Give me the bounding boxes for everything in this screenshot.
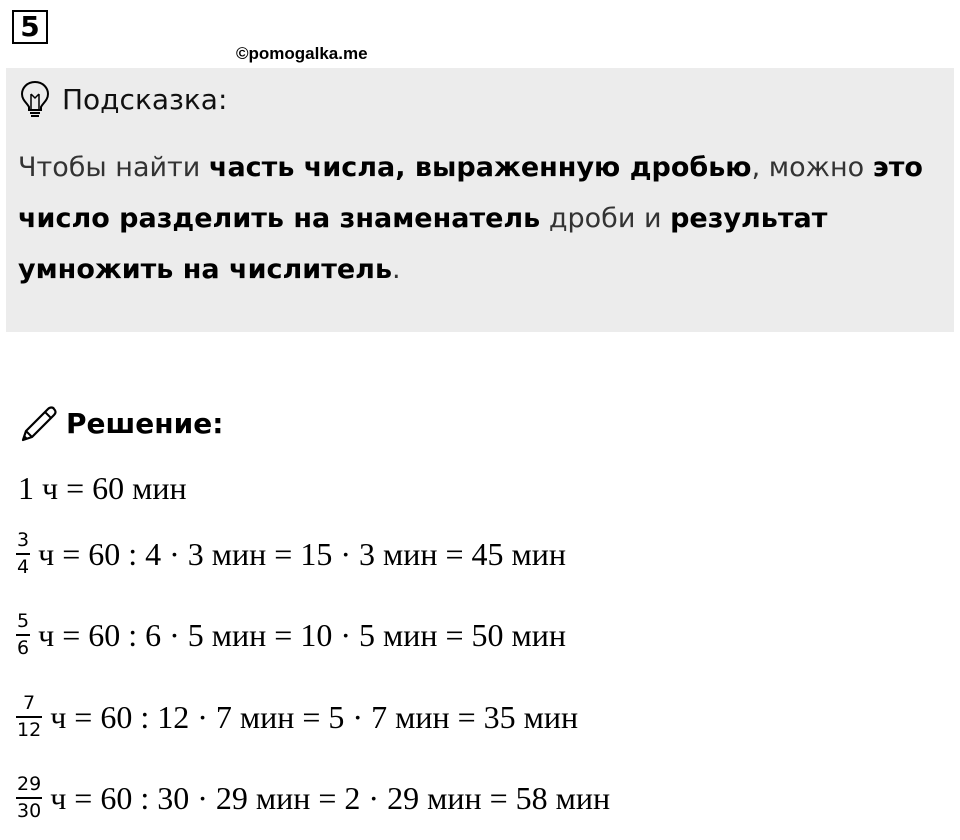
pencil-icon — [18, 400, 60, 446]
solution-line-1 — [16, 531, 566, 577]
fraction-numerator: 5 — [17, 610, 30, 632]
fraction — [16, 612, 30, 658]
solution-line-4 — [16, 775, 610, 821]
solution-expression: ч = 60 : 12 · 7 мин = 5 · 7 мин = 35 мин — [50, 698, 579, 735]
solution-line-3 — [16, 694, 578, 740]
fraction-denominator: 4 — [16, 553, 30, 577]
lightbulb-icon — [20, 80, 50, 118]
fraction-numerator: 7 — [23, 692, 36, 714]
solution-expression: ч = 60 : 30 · 29 мин = 2 · 29 мин = 58 мин — [50, 779, 611, 816]
fraction — [16, 775, 42, 821]
fraction-denominator: 30 — [16, 797, 42, 821]
hint-title: Подсказка: — [62, 82, 228, 116]
solution-expression: ч = 60 : 6 · 5 мин = 10 · 5 мин = 50 мин — [38, 616, 567, 653]
hint-text: Чтобы найти часть числа, выраженную дробью, можно это число разделить на знаменатель дроби и результат умножить на числитель. — [18, 152, 923, 285]
solution-line-2 — [16, 612, 566, 658]
fraction-denominator: 6 — [16, 634, 30, 658]
hint-box — [6, 68, 954, 332]
solution-expression: ч = 60 : 4 · 3 мин = 15 · 3 мин = 45 мин — [38, 535, 567, 572]
task-number: 5 — [12, 10, 48, 44]
solution-header — [18, 400, 223, 446]
fraction-denominator: 12 — [16, 716, 42, 740]
fraction-numerator: 29 — [17, 773, 42, 795]
solution-line-0: 1 ч = 60 мин — [18, 470, 187, 506]
fraction-numerator: 3 — [17, 529, 30, 551]
fraction — [16, 694, 42, 740]
fraction — [16, 531, 30, 577]
hint-header — [20, 80, 227, 118]
solution-title: Решение: — [66, 406, 224, 440]
watermark: ©pomogalka.me — [236, 44, 368, 63]
